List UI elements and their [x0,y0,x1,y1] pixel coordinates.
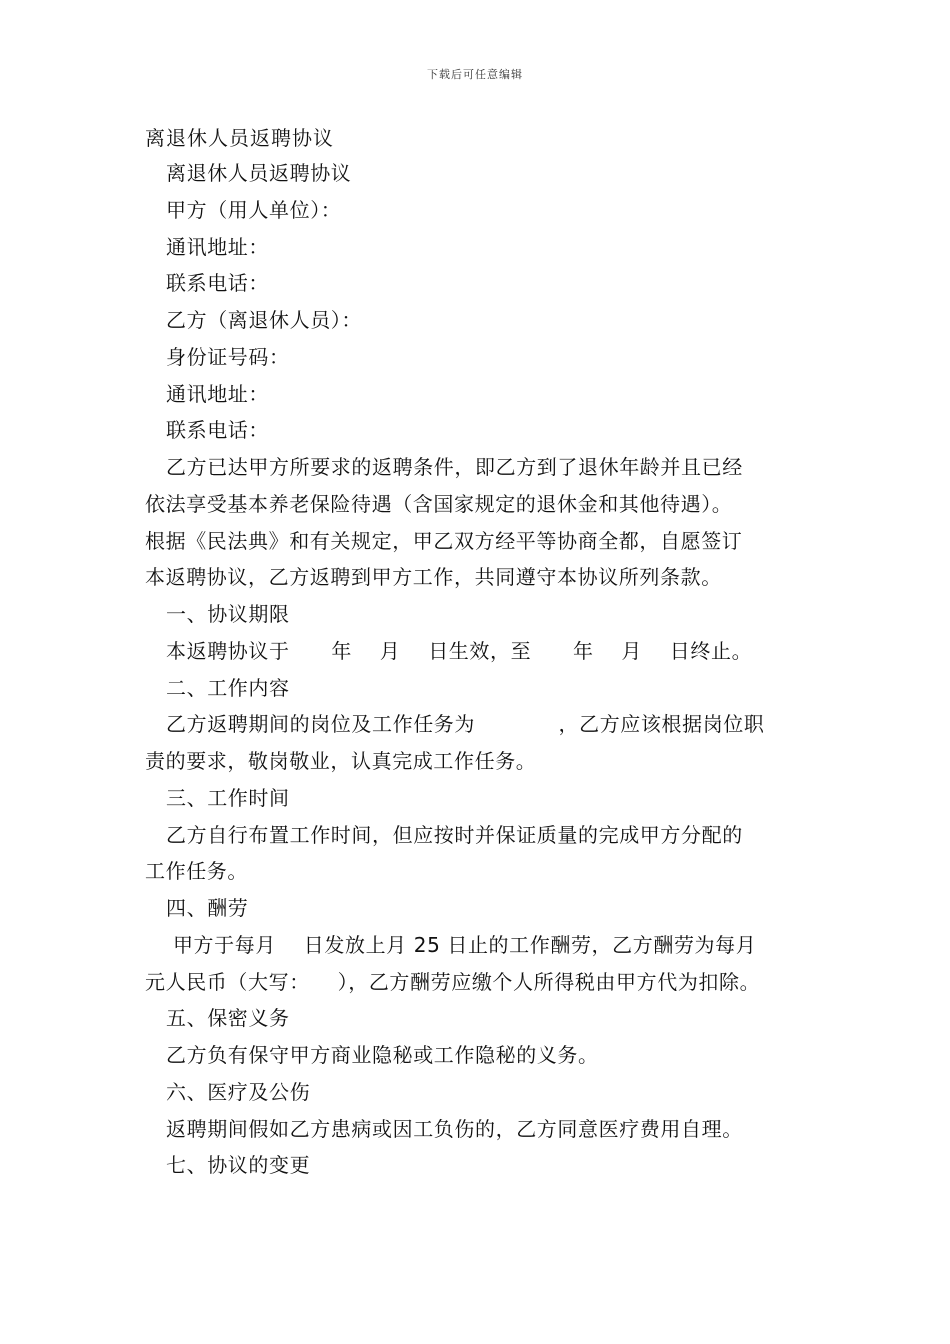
section-5-text: 乙方负有保守甲方商业隐秘或工作隐秘的义务。 [166,1043,599,1067]
subtitle-line: 离退休人员返聘协议 [166,161,352,185]
party-a-address-label: 通讯地址： [166,234,269,259]
section-6-heading: 六、医疗及公伤 [166,1079,311,1104]
document-title: 离退休人员返聘协议 [145,126,334,150]
section-2-heading: 二、工作内容 [166,675,290,700]
section-4-heading: 四、酬劳 [166,896,249,920]
section-3-text-1: 乙方自行布置工作时间，但应按时并保证质量的完成甲方分配的 [166,822,743,847]
preamble-line-4: 本返聘协议，乙方返聘到甲方工作，共同遵守本协议所列条款。 [145,565,722,590]
section-5-heading: 五、保密义务 [166,1006,290,1031]
section-1-text: 本返聘协议于 年 月 日生效，至 年 月 日终止。 [166,638,753,663]
section-2-text-1: 乙方返聘期间的岗位及工作任务为 ，乙方应该根据岗位职 [166,712,765,737]
preamble-line-1: 乙方已达甲方所要求的返聘条件，即乙方到了退休年龄并且已经 [166,455,743,479]
preamble-line-3: 根据《民法典》和有关规定，甲乙双方经平等协商全都，自愿签订 [145,528,743,553]
section-4-text-2: 元人民币（大写： ），乙方酬劳应缴个人所得税由甲方代为扣除。 [145,969,761,994]
party-b-label: 乙方（离退休人员）： [166,308,362,332]
section-6-text: 返聘期间假如乙方患病或因工负伤的，乙方同意医疗费用自理。 [166,1116,743,1141]
party-b-phone-label: 联系电话： [166,418,269,443]
party-a-label: 甲方（用人单位）： [166,197,342,222]
section-2-text-2: 责的要求，敬岗敬业，认真完成工作任务。 [145,749,537,773]
section-3-heading: 三、工作时间 [166,785,290,810]
party-a-phone-label: 联系电话： [166,271,269,296]
preamble-line-2: 依法享受基本养老保险待遇（含国家规定的退休金和其他待遇）。 [145,491,733,516]
section-4-text-1: 甲方于每月 日发放上月 25 日止的工作酬劳，乙方酬劳为每月 [166,932,757,957]
party-b-id-label: 身份证号码： [166,344,290,369]
section-1-heading: 一、协议期限 [166,602,290,626]
page-header: 下载后可任意编辑 [427,68,523,81]
party-b-address-label: 通讯地址： [166,381,269,406]
section-7-heading: 七、协议的变更 [166,1153,311,1178]
document-body [145,159,810,1188]
section-3-text-2: 工作任务。 [145,859,248,884]
